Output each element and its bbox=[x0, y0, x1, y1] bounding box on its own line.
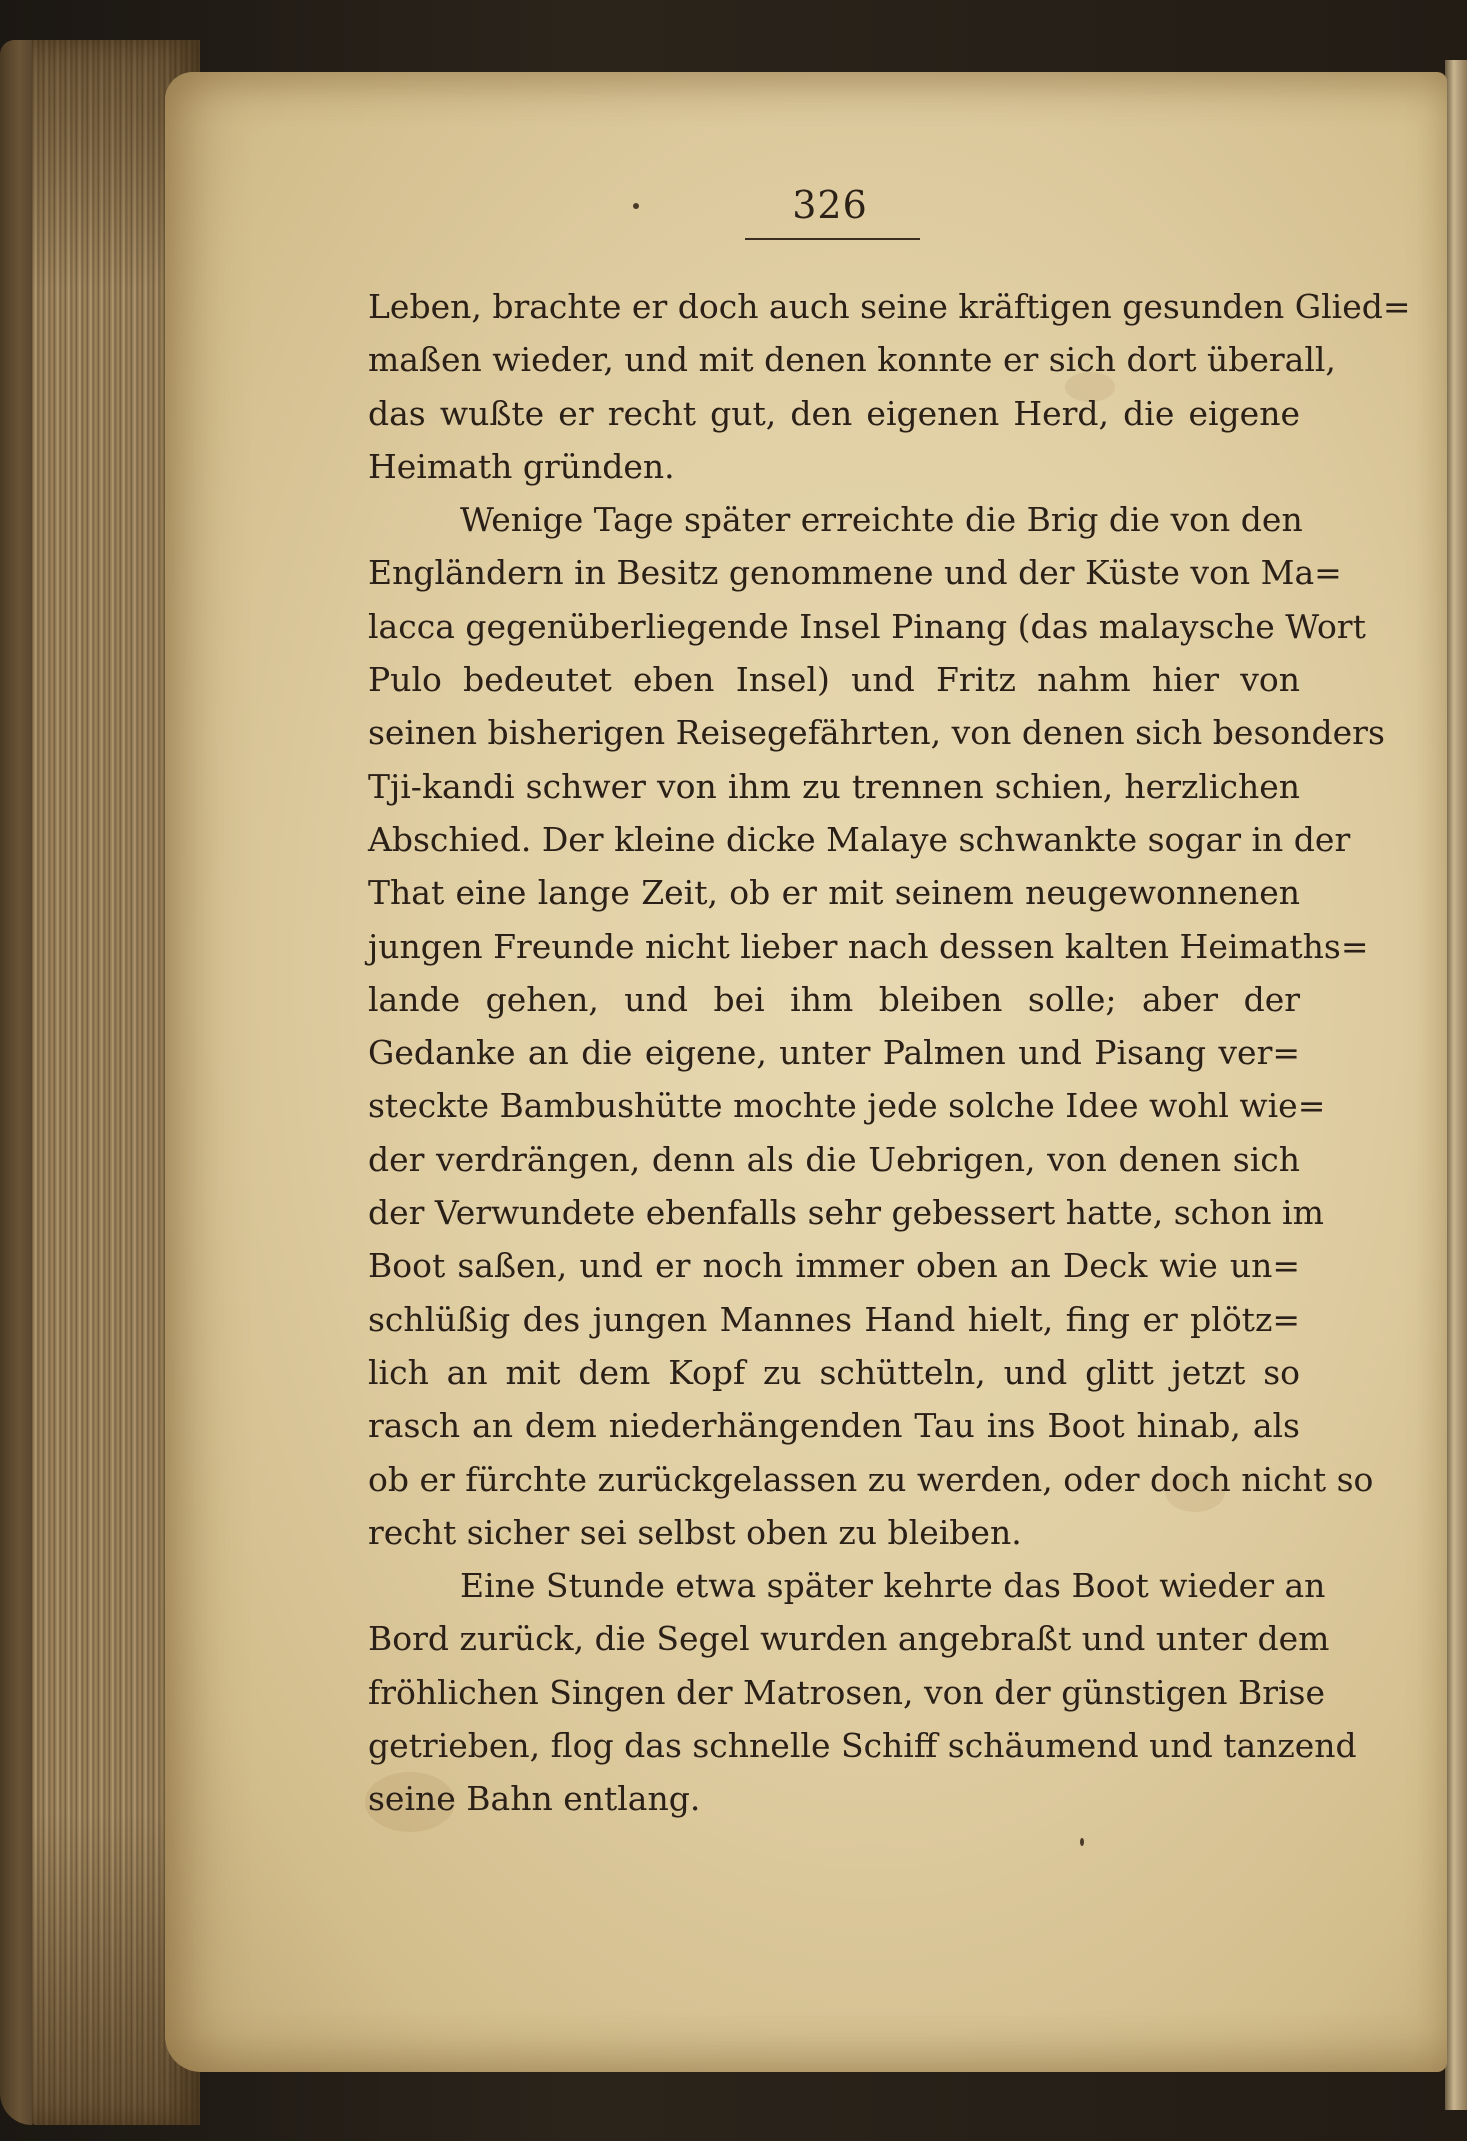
text-line: der Verwundete ebenfalls sehr gebessert hatte, schon im bbox=[368, 1193, 1324, 1233]
text-line: Leben, brachte er doch auch seine kräftigen gesunden Glied= bbox=[368, 287, 1411, 326]
text-line: schlüßig des jungen Mannes Hand hielt, fing er plötz= bbox=[368, 1299, 1300, 1339]
text-line: Pulo bedeutet eben Insel) und Fritz nahm hier von bbox=[368, 660, 1300, 700]
text-line: Gedanke an die eigene, unter Palmen und Pisang ver= bbox=[368, 1033, 1300, 1073]
text-line: Abschied. Der kleine dicke Malaye schwankte sogar in der bbox=[368, 819, 1351, 859]
text-line: der verdrängen, denn als die Uebrigen, von denen sich bbox=[368, 1139, 1300, 1179]
ink-speck bbox=[1080, 1838, 1084, 1846]
text-line: lande gehen, und bei ihm bleiben solle; aber der bbox=[368, 979, 1300, 1019]
text-line: getrieben, flog das schnelle Schiff schäumend und tanzend bbox=[368, 1726, 1357, 1766]
text-line: Wenige Tage später erreichte die Brig die von den bbox=[460, 500, 1303, 540]
facing-page-edge bbox=[1445, 60, 1467, 2110]
text-line: jungen Freunde nicht lieber nach dessen kalten Heimaths= bbox=[368, 926, 1369, 966]
text-line: recht sicher sei selbst oben zu bleiben. bbox=[368, 1512, 1022, 1552]
page-number-rule bbox=[745, 238, 920, 240]
text-line: Heimath gründen. bbox=[368, 446, 675, 486]
text-line: fröhlichen Singen der Matrosen, von der günstigen Brise bbox=[368, 1672, 1326, 1712]
text-line: lacca gegenüberliegende Insel Pinang (das malaysche Wort bbox=[368, 606, 1366, 646]
body-text bbox=[368, 280, 1411, 1826]
text-line: Tji-kandi schwer von ihm zu trennen schien, herzlichen bbox=[368, 766, 1300, 806]
text-line: rasch an dem niederhängenden Tau ins Boot hinab, als bbox=[368, 1406, 1300, 1446]
text-line: das wußte er recht gut, den eigenen Herd, die eigene bbox=[368, 393, 1300, 433]
text-line: lich an mit dem Kopf zu schütteln, und glitt jetzt so bbox=[368, 1352, 1300, 1392]
book-spine bbox=[0, 40, 32, 2125]
text-line: seine Bahn entlang. bbox=[368, 1779, 701, 1819]
text-line: That eine lange Zeit, ob er mit seinem neugewonnenen bbox=[368, 873, 1300, 913]
ink-speck bbox=[633, 203, 639, 209]
text-line: ob er fürchte zurückgelassen zu werden, oder doch nicht so bbox=[368, 1459, 1374, 1499]
text-line: Boot saßen, und er noch immer oben an Deck wie un= bbox=[368, 1246, 1300, 1286]
text-line: Engländern in Besitz genommene und der Küste von Ma= bbox=[368, 553, 1342, 593]
page-number: 326 bbox=[792, 183, 868, 227]
text-line: seinen bisherigen Reisegefährten, von denen sich besonders bbox=[368, 713, 1385, 753]
text-line: maßen wieder, und mit denen konnte er sich dort überall, bbox=[368, 340, 1336, 380]
text-line: Eine Stunde etwa später kehrte das Boot wieder an bbox=[460, 1566, 1326, 1606]
text-line: Bord zurück, die Segel wurden angebraßt und unter dem bbox=[368, 1619, 1330, 1659]
text-line: steckte Bambushütte mochte jede solche Idee wohl wie= bbox=[368, 1086, 1326, 1126]
